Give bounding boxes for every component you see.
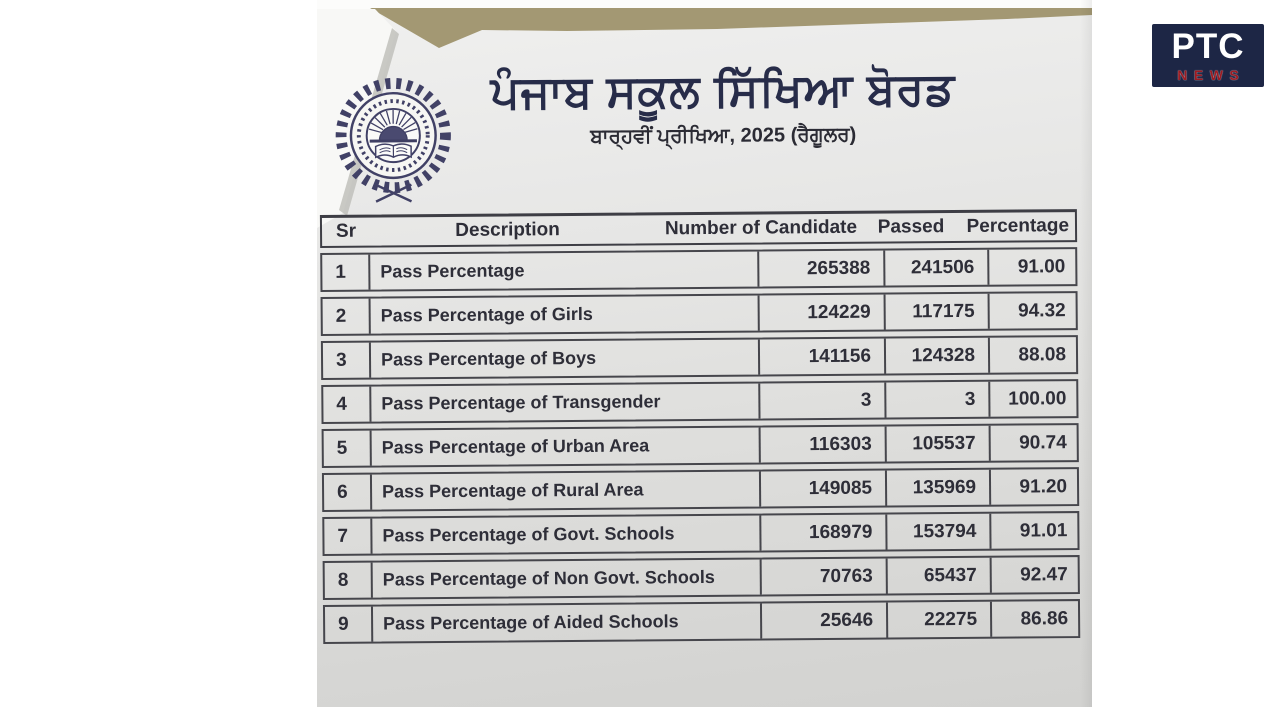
cell-candidates: 124229 — [760, 295, 886, 331]
table-row — [321, 379, 1078, 424]
cell-description: Pass Percentage of Urban Area — [372, 428, 761, 466]
cell-passed: 241506 — [885, 250, 989, 286]
header-sr: Sr — [335, 220, 357, 242]
cell-candidates: 141156 — [760, 339, 886, 375]
exam-title: ਬਾਰ੍ਹਵੀਂ ਪ੍ਰੀਖਿਆ, 2025 (ਰੈਗੂਲਰ) — [590, 123, 857, 148]
cell-sr: 7 — [324, 519, 372, 554]
header-candidates: Number of Candidate — [664, 216, 858, 240]
cell-percentage: 90.74 — [1019, 431, 1067, 454]
cell-passed: 117175 — [886, 294, 990, 330]
cell-passed: 135969 — [887, 470, 991, 506]
cell-percentage: 91.00 — [1017, 255, 1066, 278]
cell-passed: 22275 — [888, 602, 992, 638]
cell-percentage: 88.08 — [1018, 343, 1067, 366]
cell-sr: 2 — [323, 299, 371, 334]
cell-sr: 5 — [324, 431, 372, 466]
table-row — [323, 555, 1080, 600]
header-percentage: Percentage — [966, 215, 1070, 237]
cell-sr: 8 — [325, 563, 373, 598]
cell-candidates: 265388 — [759, 251, 885, 287]
table-row — [321, 291, 1078, 336]
ptc-news-logo — [1152, 24, 1264, 87]
table-row — [322, 467, 1079, 512]
cell-percentage: 100.00 — [1008, 387, 1067, 410]
cell-percentage: 94.32 — [1018, 299, 1066, 322]
table-body — [320, 247, 1080, 644]
ptc-logo-text: PTC — [1171, 26, 1245, 66]
table-row — [323, 599, 1080, 644]
cell-sr: 3 — [323, 343, 371, 378]
header-passed: Passed — [877, 216, 945, 238]
cell-candidates: 168979 — [761, 515, 887, 551]
results-table — [320, 209, 1080, 644]
cell-percentage: 91.20 — [1019, 475, 1068, 498]
cell-candidates: 70763 — [762, 559, 888, 595]
cell-sr: 1 — [322, 255, 370, 290]
cell-candidates: 116303 — [761, 427, 887, 463]
cell-sr: 4 — [323, 387, 371, 422]
table-header-row — [320, 209, 1077, 248]
table-row — [322, 423, 1079, 468]
board-title: ਪੰਜਾਬ ਸਕੂਲ ਸਿੱਖਿਆ ਬੋਰਡ — [490, 63, 956, 118]
table-row — [321, 335, 1078, 380]
cell-candidates: 3 — [760, 383, 886, 419]
cell-percentage: 86.86 — [1020, 607, 1069, 630]
cell-description: Pass Percentage of Rural Area — [372, 472, 761, 510]
cell-passed: 105537 — [887, 426, 991, 462]
cell-sr: 6 — [324, 475, 372, 510]
cell-description: Pass Percentage of Transgender — [371, 384, 760, 422]
cell-description: Pass Percentage — [370, 252, 759, 290]
cell-description: Pass Percentage of Aided Schools — [373, 604, 762, 642]
cell-passed: 153794 — [887, 514, 991, 550]
cell-percentage: 92.47 — [1020, 563, 1068, 586]
document-photo — [317, 0, 1092, 707]
cell-sr: 9 — [325, 607, 373, 642]
cell-candidates: 149085 — [761, 471, 887, 507]
ptc-logo-subtext: NEWS — [1177, 66, 1246, 83]
cell-description: Pass Percentage of Boys — [371, 340, 760, 378]
document-content — [317, 0, 1092, 707]
cell-passed: 65437 — [888, 558, 992, 594]
table-row — [320, 247, 1077, 292]
cell-percentage: 91.01 — [1019, 519, 1068, 542]
cell-description: Pass Percentage of Girls — [371, 296, 760, 334]
cell-candidates: 25646 — [762, 603, 888, 639]
cell-description: Pass Percentage of Govt. Schools — [372, 516, 761, 554]
header-description: Description — [455, 219, 560, 241]
cell-description: Pass Percentage of Non Govt. Schools — [373, 560, 762, 598]
cell-passed: 124328 — [886, 338, 990, 374]
table-row — [322, 511, 1079, 556]
cell-passed: 3 — [886, 382, 990, 418]
